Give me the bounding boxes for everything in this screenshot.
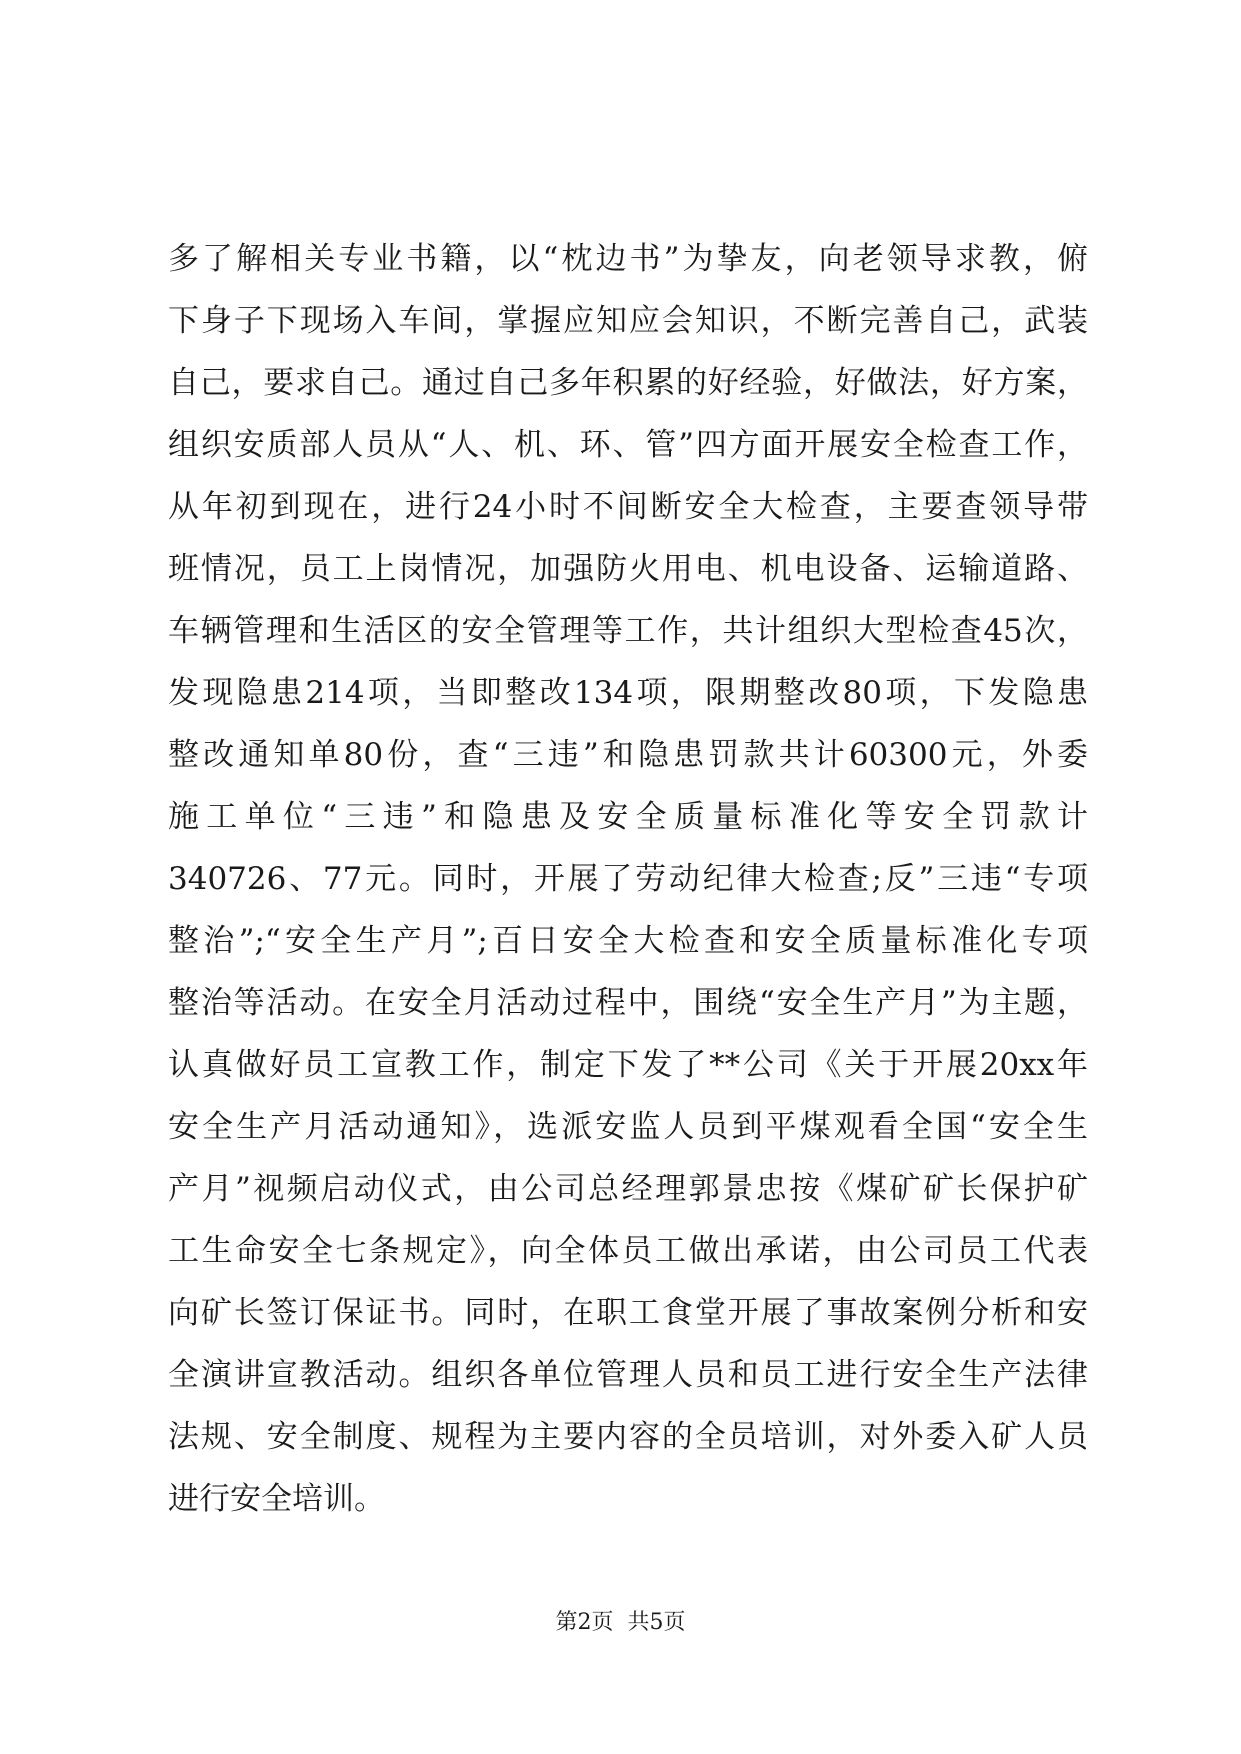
text-line: 法规、安全制度、规程为主要内容的全员培训，对外委入矿人员 [168, 1419, 1088, 1455]
text-line: 车辆管理和生活区的安全管理等工作，共计组织大型检查45次， [168, 613, 1088, 649]
text-line: 产月”视频启动仪式，由公司总经理郭景忠按《煤矿矿长保护矿 [168, 1171, 1088, 1207]
text-line: 施工单位“三违”和隐患及安全质量标准化等安全罚款计 [168, 799, 1088, 835]
text-line: 整改通知单80份，查“三违”和隐患罚款共计60300元，外委 [168, 737, 1088, 773]
text-line: 进行安全培训。 [168, 1481, 385, 1517]
text-line: 从年初到现在，进行24小时不间断安全大检查，主要查领导带 [168, 489, 1088, 525]
text-line: 发现隐患214项，当即整改134项，限期整改80项，下发隐患 [168, 675, 1088, 711]
body-paragraph [168, 228, 1088, 1530]
text-line: 向矿长签订保证书。同时，在职工食堂开展了事故案例分析和安 [168, 1295, 1088, 1331]
text-line: 全演讲宣教活动。组织各单位管理人员和员工进行安全生产法律 [168, 1357, 1088, 1393]
text-line: 自己，要求自己。通过自己多年积累的好经验，好做法，好方案， [168, 365, 1088, 401]
text-line: 下身子下现场入车间，掌握应知应会知识，不断完善自己，武装 [168, 303, 1088, 339]
text-line: 整治”;“安全生产月”;百日安全大检查和安全质量标准化专项 [168, 923, 1088, 959]
text-line: 多了解相关专业书籍，以“枕边书”为挚友，向老领导求教，俯 [168, 241, 1088, 277]
text-line: 340726、77元。同时，开展了劳动纪律大检查;反”三违“专项 [168, 861, 1088, 897]
text-line: 班情况，员工上岗情况，加强防火用电、机电设备、运输道路、 [168, 551, 1088, 587]
text-line: 组织安质部人员从“人、机、环、管”四方面开展安全检查工作， [168, 427, 1088, 463]
text-line: 安全生产月活动通知》，选派安监人员到平煤观看全国“安全生 [168, 1109, 1088, 1145]
page-number-footer: 第2页 共5页 [555, 1610, 686, 1635]
text-line: 认真做好员工宣教工作，制定下发了**公司《关于开展20xx年 [168, 1047, 1088, 1083]
text-line: 工生命安全七条规定》，向全体员工做出承诺，由公司员工代表 [168, 1233, 1088, 1269]
text-line: 整治等活动。在安全月活动过程中，围绕“安全生产月”为主题， [168, 985, 1088, 1021]
